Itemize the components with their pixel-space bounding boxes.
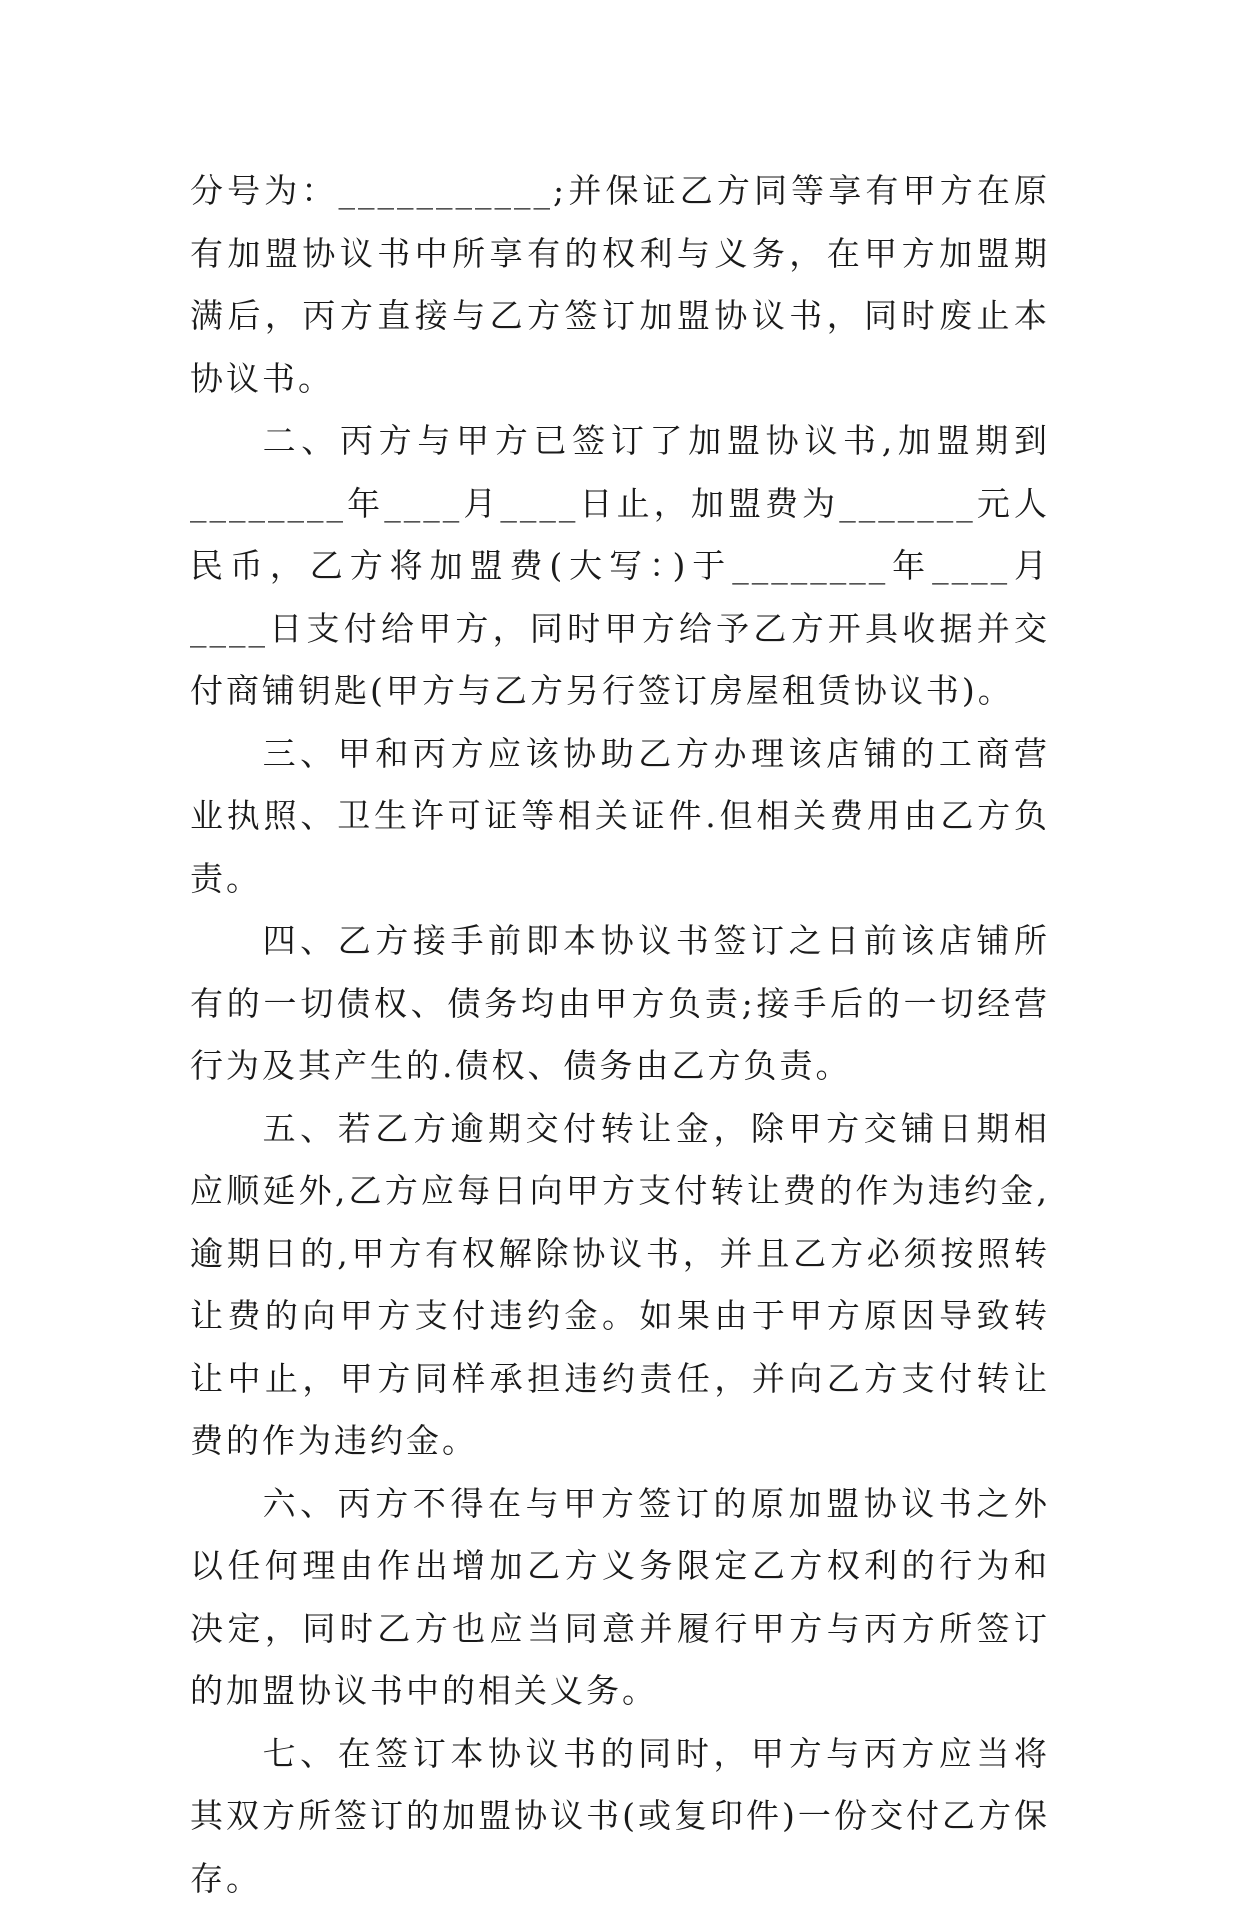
paragraph-clause-3: 三、甲和丙方应该协助乙方办理该店铺的工商营业执照、卫生许可证等相关证件.但相关费用由乙方负责。 bbox=[190, 723, 1050, 911]
paragraph-continuation: 分号为：___________;并保证乙方同等享有甲方在原有加盟协议书中所享有的权利与义务，在甲方加盟期满后，丙方直接与乙方签订加盟协议书，同时废止本协议书。 bbox=[190, 160, 1050, 410]
paragraph-clause-6: 六、丙方不得在与甲方签订的原加盟协议书之外以任何理由作出增加乙方义务限定乙方权利的行为和决定，同时乙方也应当同意并履行甲方与丙方所签订的加盟协议书中的相关义务。 bbox=[190, 1473, 1050, 1723]
paragraph-clause-4: 四、乙方接手前即本协议书签订之日前该店铺所有的一切债权、债务均由甲方负责;接手后的一切经营行为及其产生的.债权、债务由乙方负责。 bbox=[190, 910, 1050, 1098]
document-body bbox=[190, 160, 1050, 1910]
paragraph-clause-2: 二、丙方与甲方已签订了加盟协议书,加盟期到________年____月____日止，加盟费为_______元人民币，乙方将加盟费(大写：)于________年____月____日支付给甲方，同时甲方给予乙方开具收据并交付商铺钥匙(甲方与乙方另行签订房屋租赁协议书)。 bbox=[190, 410, 1050, 723]
paragraph-clause-7: 七、在签订本协议书的同时，甲方与丙方应当将其双方所签订的加盟协议书(或复印件)一份交付乙方保存。 bbox=[190, 1723, 1050, 1910]
paragraph-clause-5: 五、若乙方逾期交付转让金，除甲方交铺日期相应顺延外,乙方应每日向甲方支付转让费的作为违约金,逾期日的,甲方有权解除协议书，并且乙方必须按照转让费的向甲方支付违约金。如果由于甲方原因导致转让中止，甲方同样承担违约责任，并向乙方支付转让费的作为违约金。 bbox=[190, 1098, 1050, 1473]
